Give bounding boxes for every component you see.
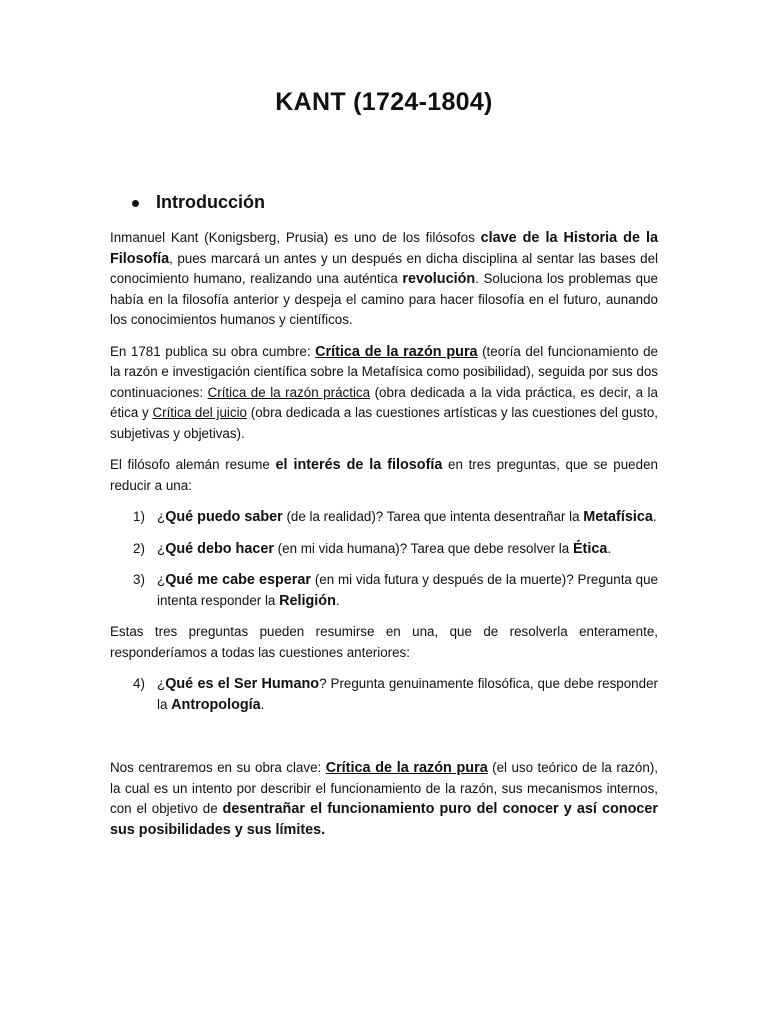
bold-text: desentrañar el funcionamiento puro del conocer y así conocer sus posibilidades y sus límites. xyxy=(110,801,658,838)
questions-list-final xyxy=(110,674,658,715)
list-item xyxy=(110,674,658,715)
section-heading xyxy=(132,192,265,213)
text-run: (obra dedicada a la vida práctica, es decir, a la ética y xyxy=(110,384,658,420)
text-run: . xyxy=(607,540,612,556)
paragraph-summary: Estas tres preguntas pueden resumirse en una, que de resolverla enteramente, responderíamos a todas las cuestiones anteriores: xyxy=(110,624,658,660)
bold-text: el interés de la filosofía xyxy=(275,457,443,473)
book-title-judgment: Crítica del juicio xyxy=(152,405,247,420)
text-run: . Soluciona los problemas que había en la filosofía anterior y despeja el camino para hacer filosofía en el futuro, aunando los conocimientos humanos y científicos. xyxy=(110,271,658,327)
book-title-pure-reason: Crítica de la razón pura xyxy=(315,343,478,360)
document-body xyxy=(110,228,658,851)
text-run: . xyxy=(652,509,657,524)
text-run: ¿ xyxy=(157,509,166,524)
paragraph-questions-intro xyxy=(110,455,658,496)
text-run: (de la realidad)? Tarea que intenta desentrañar la xyxy=(282,509,584,524)
bold-text: Metafísica xyxy=(583,509,653,525)
text-run: Inmanuel Kant (Konigsberg, Prusia) es uno de los filósofos xyxy=(110,230,481,245)
text-run: (en mi vida humana)? Tarea que debe resolver la xyxy=(273,540,573,556)
text-run: En 1781 publica su obra cumbre: xyxy=(110,343,316,359)
list-item xyxy=(110,507,658,528)
paragraph-works xyxy=(110,342,658,445)
text-run: Nos centraremos en su obra clave: xyxy=(110,760,326,775)
bold-text: Qué es el Ser Humano xyxy=(165,676,320,692)
list-number: 1) xyxy=(133,509,145,524)
bold-text: Qué me cabe esperar xyxy=(165,572,312,588)
text-run: ? Pregunta genuinamente filosófica, que debe responder la xyxy=(157,676,658,712)
list-number: 4) xyxy=(133,676,145,691)
paragraph-focus xyxy=(110,758,658,840)
list-item xyxy=(110,570,658,611)
list-number: 3) xyxy=(133,572,145,587)
text-run: . xyxy=(335,592,340,608)
bold-text: Ética xyxy=(572,540,608,557)
book-title-practical-reason: Crítica de la razón práctica xyxy=(207,384,371,400)
text-run: en tres preguntas, que se pueden reducir a una: xyxy=(110,457,658,493)
text-run: ¿ xyxy=(157,540,166,556)
text-run: (obra dedicada a las cuestiones artísticas y las cuestiones del gusto, subjetivas y objetivas). xyxy=(110,405,659,441)
spacer xyxy=(110,726,658,758)
bold-text: clave de la Historia de la Filosofía xyxy=(110,230,659,267)
list-number: 2) xyxy=(133,540,145,556)
section-heading-text: Introducción xyxy=(156,192,265,212)
text-run: (el uso teórico de la razón), la cual es un intento por describir el funcionamiento de la razón, sus mecanismos internos, con el objetivo de xyxy=(110,760,658,816)
bold-text: Antropología xyxy=(171,696,261,713)
text-run: ¿ xyxy=(157,676,166,691)
text-run: . xyxy=(260,696,265,712)
text-run: ¿ xyxy=(157,572,166,587)
questions-list xyxy=(110,507,658,611)
page-title: KANT (1724-1804) xyxy=(275,88,493,116)
text-run: El filósofo alemán resume xyxy=(110,457,276,472)
paragraph-intro xyxy=(110,228,658,331)
text-run: , pues marcará un antes y un después en dicha disciplina al sentar las bases del conocimiento humano, realizando una auténtica xyxy=(110,250,658,286)
list-item xyxy=(110,539,658,560)
text-run: (en mi vida futura y después de la muerte)? Pregunta que intenta responder la xyxy=(157,572,658,608)
text-run: (teoría del funcionamiento de la razón e investigación científica sobre la Metafísica como posibilidad), seguida por sus dos continuaciones: xyxy=(110,343,658,400)
bold-text: Qué debo hacer xyxy=(165,540,274,557)
bold-text: revolución xyxy=(402,271,476,287)
book-title-pure-reason: Crítica de la razón pura xyxy=(325,760,488,776)
bullet-icon xyxy=(132,200,139,207)
bold-text: Qué puedo saber xyxy=(165,509,283,525)
bold-text: Religión xyxy=(279,592,336,609)
